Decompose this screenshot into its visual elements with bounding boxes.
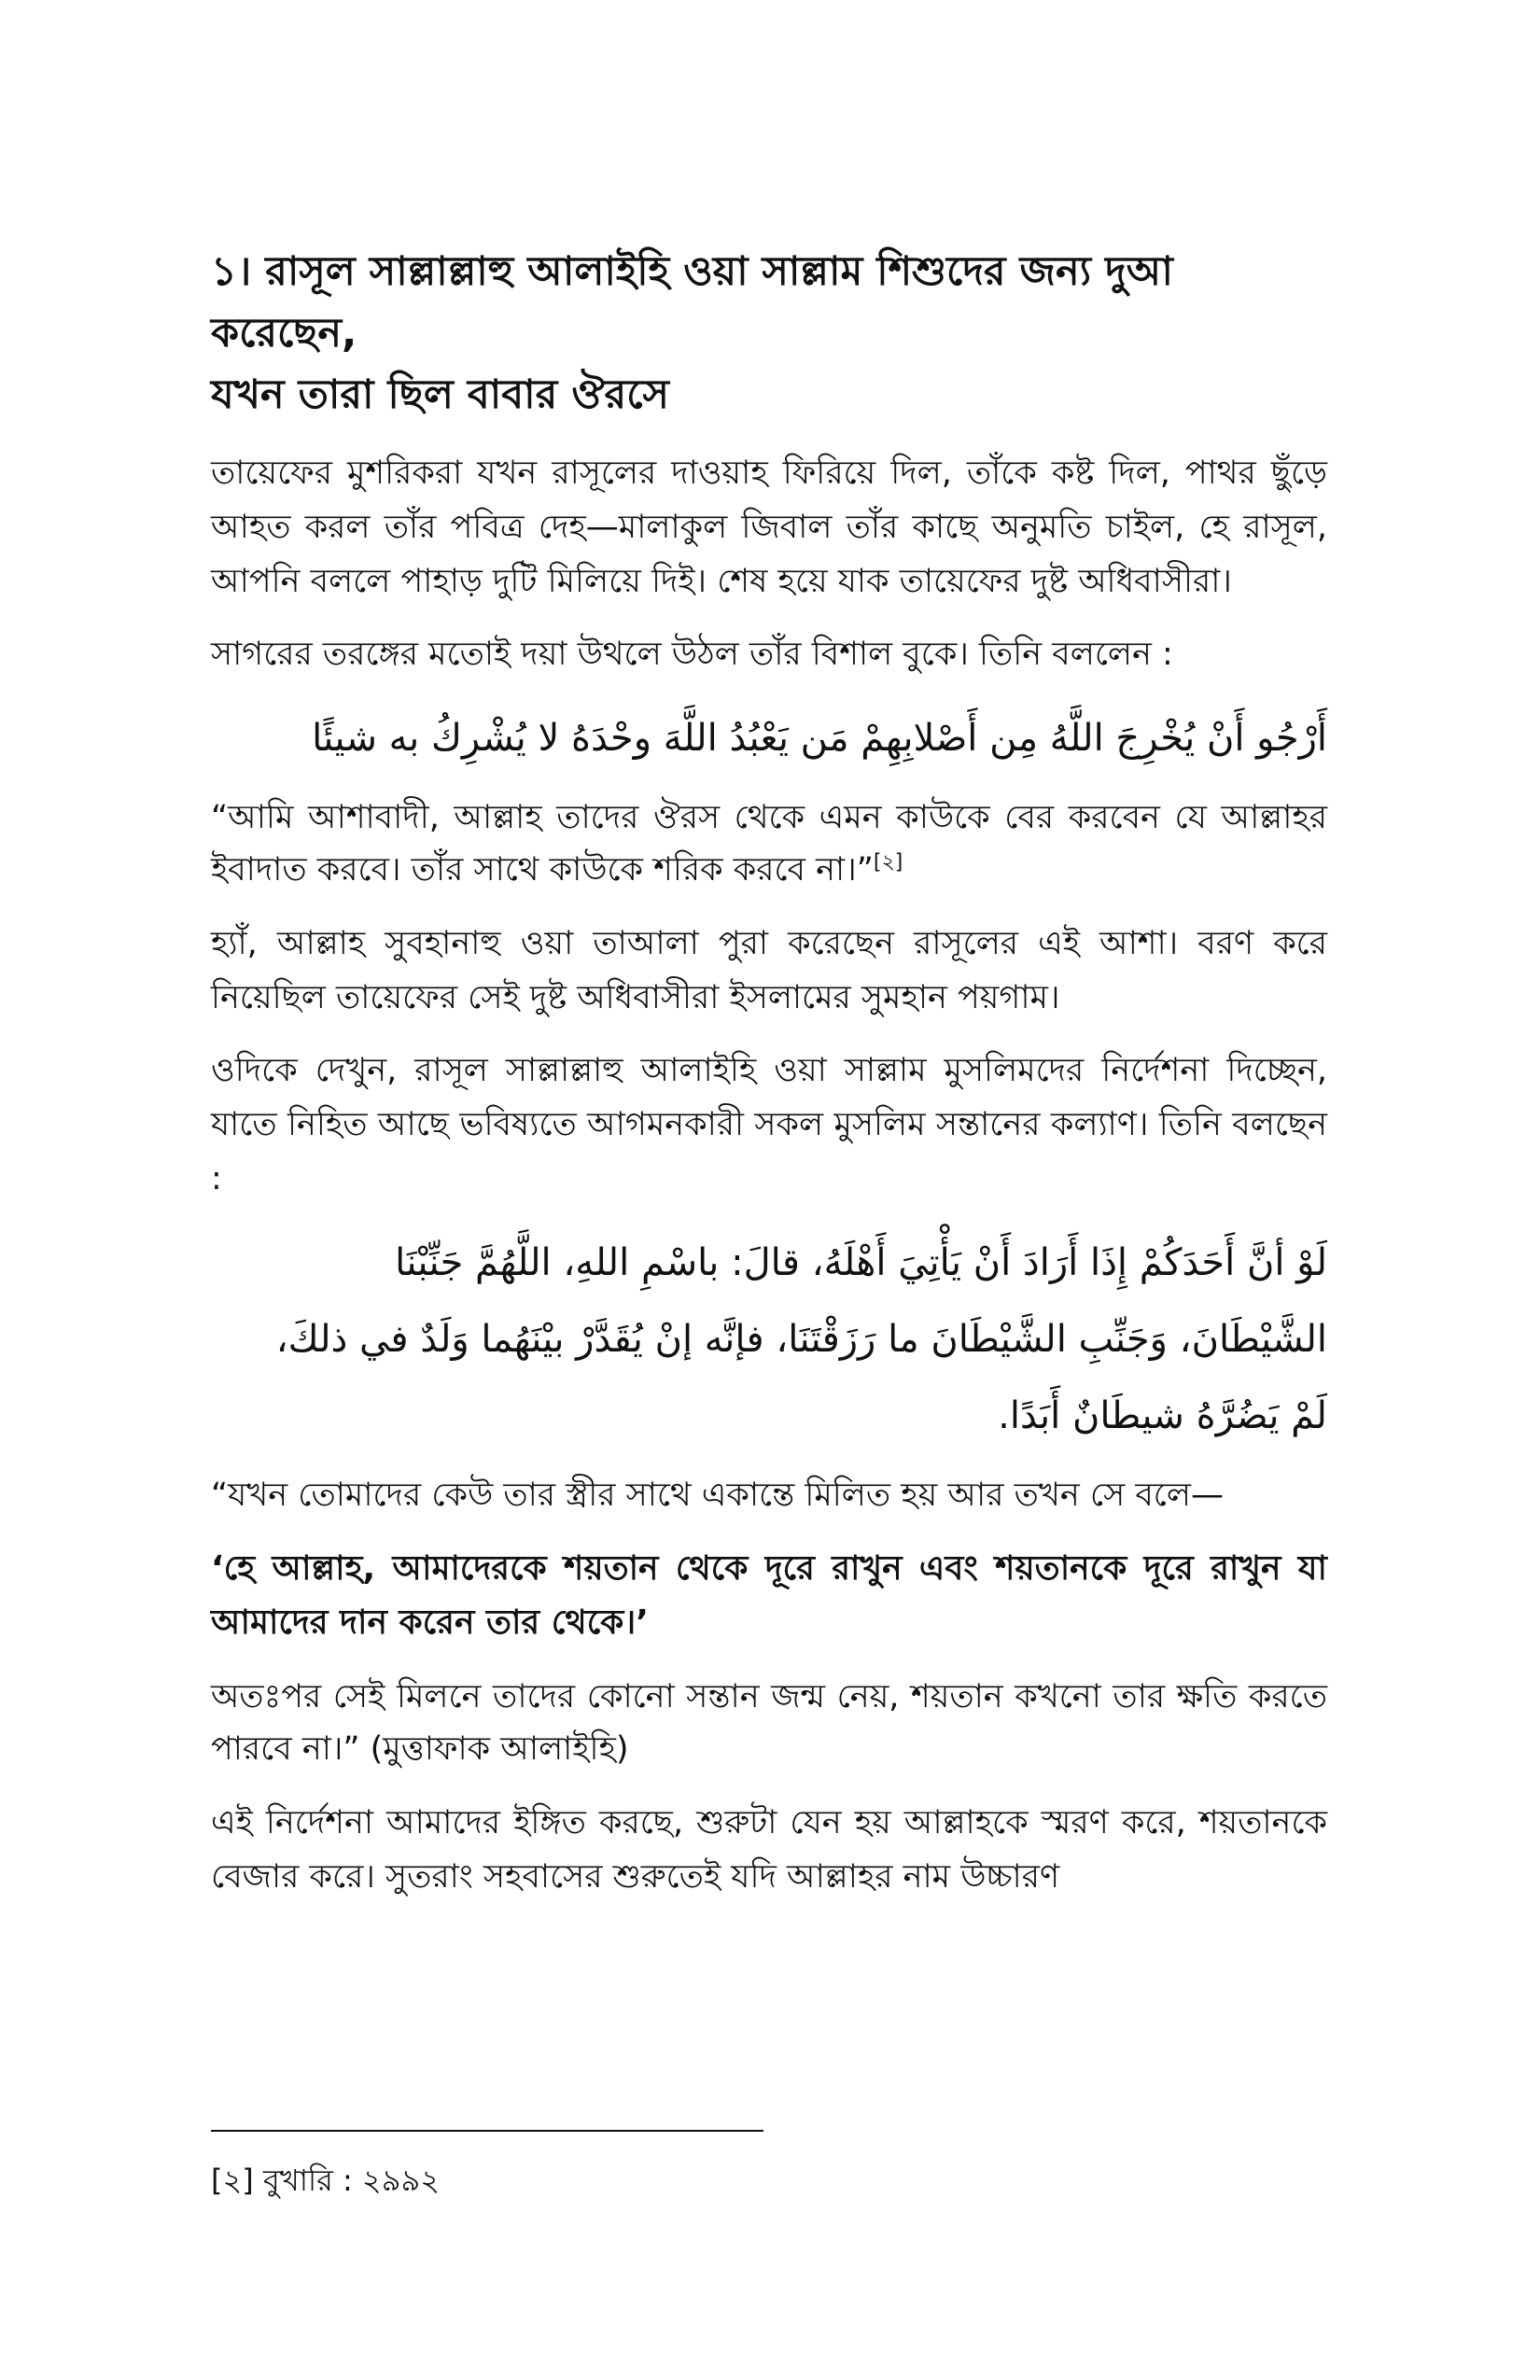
translation-quote-2-intro: “যখন তোমাদের কেউ তার স্ত্রীর সাথে একান্তে মিলিত হয় আর তখন সে বলে— xyxy=(211,1477,1224,1514)
footnote-reference: [২] xyxy=(873,850,903,875)
paragraph-taif: তায়েফের মুশরিকরা যখন রাসূলের দাওয়াহ ফিরিয়ে দিল, তাঁকে কষ্ট দিল, পাথর ছুঁড়ে আহত করল তাঁর পবিত্র দেহ—মালাকুল জিবাল তাঁর কাছে অনুমতি চাইল, হে রাসূল, আপনি বললে পাহাড় দুটি মিলিয়ে দিই। শেষ হয়ে যাক তায়েফের দুষ্ট অধিবাসীরা। xyxy=(211,455,1327,600)
arabic-hadith-2: لَوْ أنَّ أَحَدَكُمْ إِذَا أَرَادَ أَنْ يَأْتِيَ أَهْلَهُ، قالَ: باسْمِ اللهِ، اللَّهُمَّ جَنِّبْنَا الشَّيْطَانَ، وَجَنِّبِ الشَّيْطَانَ ما رَزَقْتَنَا، فإنَّه إنْ يُقَدَّرْ بيْنَهُما وَلَدٌ في ذلكَ، لَمْ يَضُرَّهُ شيطَانٌ أَبَدًا. xyxy=(275,1241,1327,1437)
section-heading-line-1: ১। রাসূল সাল্লাল্লাহু আলাইহি ওয়া সাল্লাম শিশুদের জন্য দুআ করেছেন, xyxy=(211,248,1173,357)
translation-quote-1 xyxy=(211,791,1327,896)
translation-quote-2-dua: ‘হে আল্লাহ, আমাদেরকে শয়তান থেকে দূরে রাখুন এবং শয়তানকে দূরে রাখুন যা আমাদের দান করেন তার থেকে।’ xyxy=(211,1549,1327,1642)
paragraph-conclusion: এই নির্দেশনা আমাদের ইঙ্গিত করছে, শুরুটা যেন হয় আল্লাহকে স্মরণ করে, শয়তানকে বেজার করে। সুতরাং সহবাসের শুরুতেই যদি আল্লাহর নাম উচ্চারণ xyxy=(211,1804,1327,1896)
paragraph-mercy: সাগরের তরঙ্গের মতোই দয়া উথলে উঠল তাঁর বিশাল বুকে। তিনি বললেন : xyxy=(211,636,1173,673)
footnote-divider xyxy=(211,2130,763,2132)
translation-quote-1-text: “আমি আশাবাদী, আল্লাহ তাদের ঔরস থেকে এমন কাউকে বের করবেন যে আল্লাহর ইবাদাত করবে। তাঁর সাথে কাউকে শরিক করবে না।” xyxy=(211,799,1327,889)
page-body xyxy=(211,241,1327,1923)
paragraph-guidance: ওদিকে দেখুন, রাসূল সাল্লাল্লাহু আলাইহি ওয়া সাল্লাম মুসলিমদের নির্দেশনা দিচ্ছেন, যাতে নিহিত আছে ভবিষ্যতে আগমনকারী সকল মুসলিম সন্তানের কল্যাণ। তিনি বলছেন : xyxy=(211,1052,1327,1197)
section-heading-line-2: যখন তারা ছিল বাবার ঔরসে xyxy=(211,371,669,418)
arabic-hadith-1: أَرْجُو أَنْ يُخْرِجَ اللَّهُ مِن أَصْلابِهِمْ مَن يَعْبُدُ اللَّهَ وحْدَهُ لا يُشْرِكُ به شيئًا xyxy=(312,717,1327,760)
paragraph-fulfilled: হ্যাঁ, আল্লাহ সুবহানাহু ওয়া তাআলা পুরা করেছেন রাসূলের এই আশা। বরণ করে নিয়েছিল তায়েফের সেই দুষ্ট অধিবাসীরা ইসলামের সুমহান পয়গাম। xyxy=(211,925,1327,1016)
section-heading xyxy=(211,241,1327,426)
translation-quote-2-end: অতঃপর সেই মিলনে তাদের কোনো সন্তান জন্ম নেয়, শয়তান কখনো তার ক্ষতি করতে পারবে না।” (মুত্তাফাক আলাইহি) xyxy=(211,1678,1327,1768)
footnote: [২] বুখারি : ২৯৯২ xyxy=(211,2163,441,2198)
